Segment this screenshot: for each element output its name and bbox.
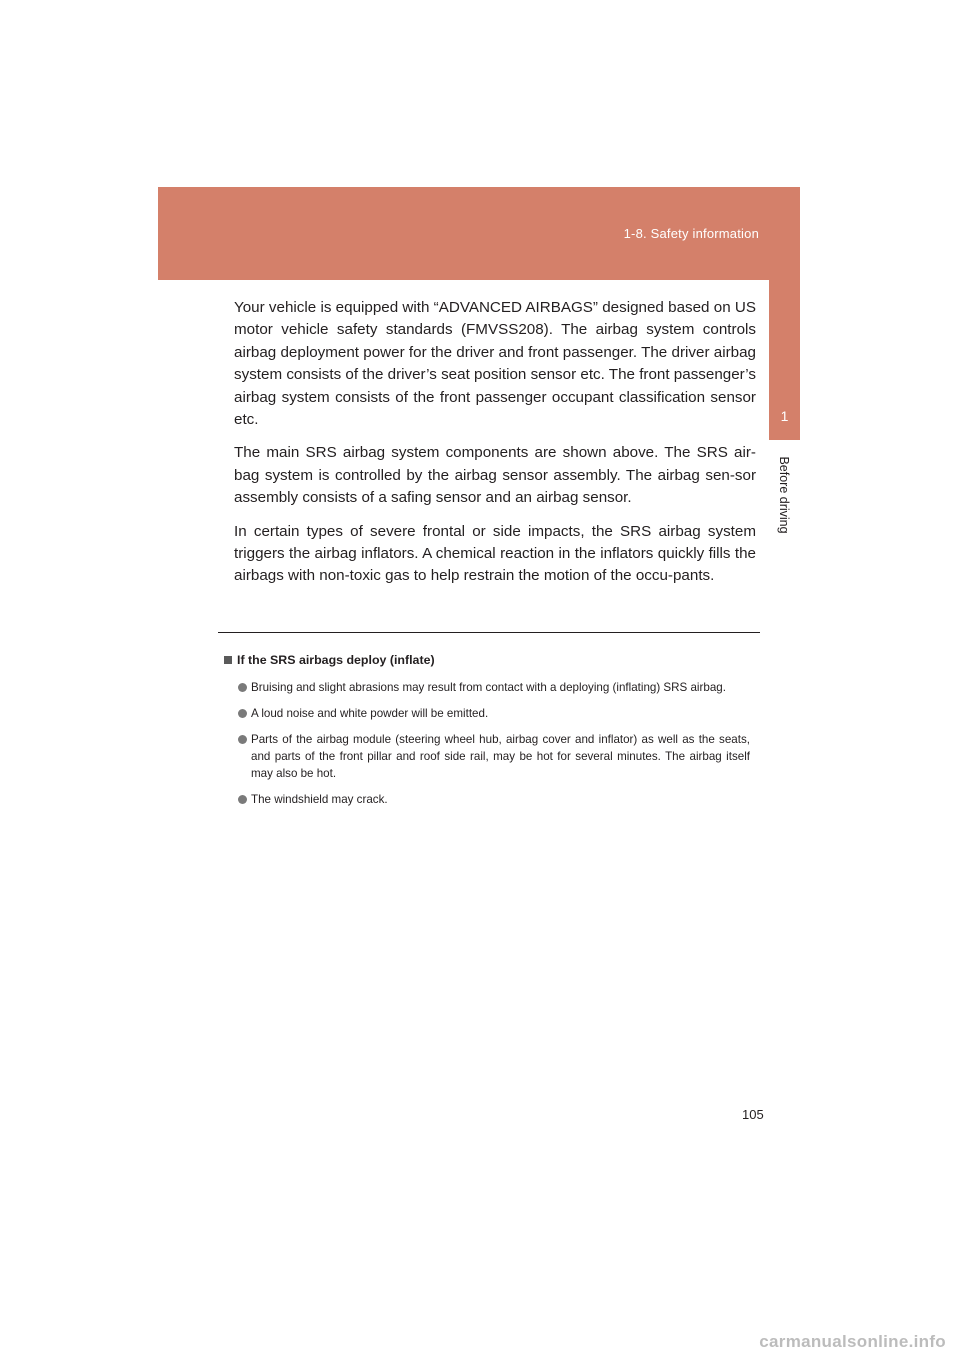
list-item-text: The windshield may crack.: [251, 793, 388, 806]
main-content: [234, 297, 756, 599]
list-item: [224, 705, 750, 722]
watermark: carmanualsonline.info: [759, 1332, 946, 1351]
list-item: [224, 679, 750, 696]
circle-bullet-icon: [238, 735, 247, 744]
chapter-label: Before driving: [777, 456, 791, 534]
chapter-tab: [769, 280, 800, 440]
notes-heading: [224, 653, 750, 667]
section-title: 1-8. Safety information: [623, 226, 759, 241]
circle-bullet-icon: [238, 795, 247, 804]
notes-heading-text: If the SRS airbags deploy (inflate): [237, 653, 435, 667]
notes-section: [224, 653, 750, 817]
list-item-text: A loud noise and white powder will be emitted.: [251, 707, 489, 720]
circle-bullet-icon: [238, 683, 247, 692]
circle-bullet-icon: [238, 709, 247, 718]
list-item-text: Bruising and slight abrasions may result from contact with a deploying (inflating) SRS airbag.: [251, 681, 726, 694]
chapter-number: 1: [780, 408, 789, 424]
square-bullet-icon: [224, 656, 232, 664]
list-item: [224, 731, 750, 782]
section-divider: [218, 632, 760, 633]
paragraph-advanced-airbags: Your vehicle is equipped with “ADVANCED AIRBAGS” designed based on US motor vehicle safety standards (FMVSS208). The airbag system controls airbag deployment power for the driver and front passenger. The driver airbag system consists of the driver’s seat position sensor etc. The front passenger’s airbag system consists of the front passenger occupant classification sensor etc.: [234, 299, 756, 429]
paragraph-srs-components: The main SRS airbag system components are shown above. The SRS air-bag system is controlled by the airbag sensor assembly. The airbag sen-sor assembly consists of a safing sensor and an airbag sensor.: [234, 444, 756, 507]
header-band: [158, 187, 800, 280]
paragraph-airbag-inflators: In certain types of severe frontal or side impacts, the SRS airbag system triggers the airbag inflators. A chemical reaction in the inflators quickly fills the airbags with non-toxic gas to help restrain the motion of the occu-pants.: [234, 522, 756, 585]
page-number: 105: [742, 1107, 764, 1122]
list-item-text: Parts of the airbag module (steering wheel hub, airbag cover and inflator) as well as the seats, and parts of the front pillar and roof side rail, may be hot for several minutes. The airbag itself may also be hot.: [251, 733, 750, 780]
list-item: [224, 791, 750, 808]
